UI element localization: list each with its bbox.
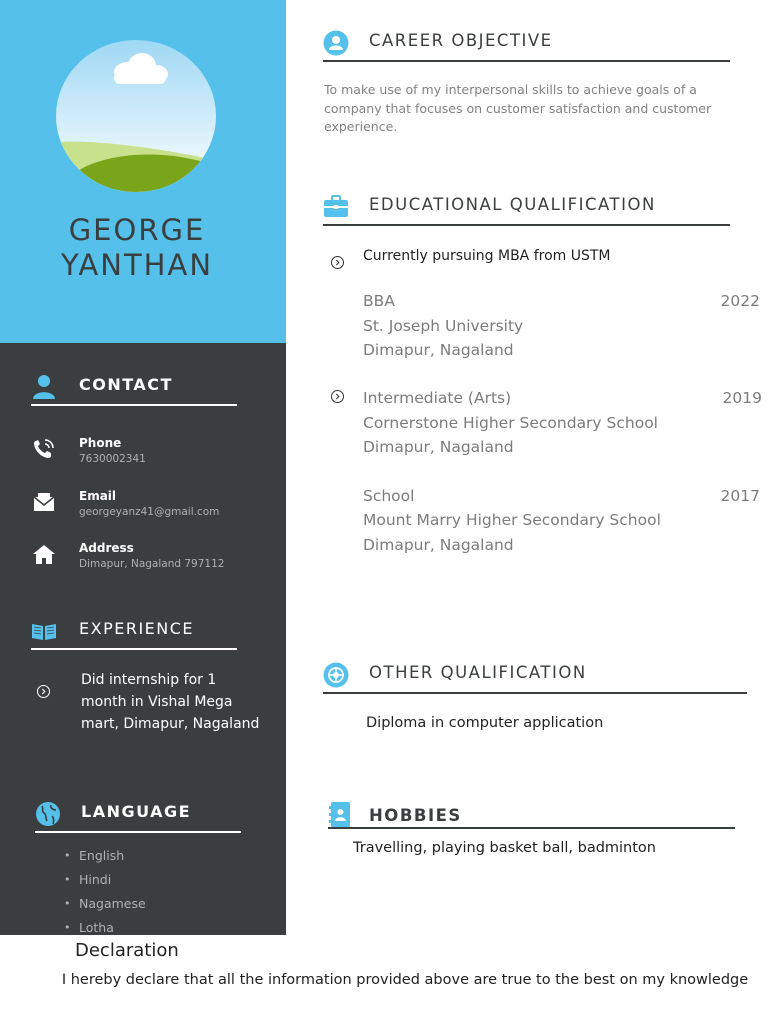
- hobbies-heading-text: HOBBIES: [369, 806, 462, 825]
- education-current: Currently pursuing MBA from USTM: [363, 248, 611, 264]
- language-list: [64, 846, 146, 942]
- book-icon: [31, 618, 57, 644]
- hobbies-text: Travelling, playing basket ball, badminton: [353, 840, 656, 856]
- user-icon: [323, 30, 349, 56]
- circle-chevron-icon: [330, 389, 345, 404]
- email-value[interactable]: georgeyanz41@gmail.com: [79, 506, 220, 518]
- contact-heading: [31, 374, 237, 406]
- education-year: 2022: [720, 292, 760, 310]
- contact-card-icon: [328, 801, 352, 829]
- list-item: • Nagamese: [64, 894, 146, 918]
- phone-icon: [32, 438, 56, 460]
- experience-heading-text: EXPERIENCE: [79, 619, 195, 638]
- email-label: Email: [79, 489, 117, 503]
- declaration-title: Declaration: [75, 940, 179, 961]
- address-value: Dimapur, Nagaland 797112: [79, 558, 225, 570]
- name-first: GEORGE: [68, 213, 206, 247]
- education-degree: Intermediate (Arts): [363, 389, 512, 407]
- declaration-text: I hereby declare that all the information provided above are true to the best on my knowledge: [61, 972, 749, 988]
- user-icon: [31, 374, 57, 400]
- experience-heading: [31, 618, 237, 650]
- experience-text: Did internship for 1 month in Vishal Mega mart, Dimapur, Nagaland: [81, 672, 260, 732]
- briefcase-icon: [323, 194, 349, 220]
- address-label: Address: [79, 541, 134, 555]
- list-item: • Lotha: [64, 918, 146, 942]
- avatar: [56, 40, 216, 192]
- education-year: 2017: [720, 487, 760, 505]
- other-qualification-heading: [323, 662, 747, 694]
- award-icon: [323, 662, 349, 688]
- contact-heading-text: CONTACT: [79, 375, 173, 394]
- education-degree: School: [363, 487, 415, 505]
- education-location: Dimapur, Nagaland: [363, 438, 514, 456]
- education-location: Dimapur, Nagaland: [363, 341, 514, 359]
- education-heading-text: EDUCATIONAL QUALIFICATION: [369, 195, 656, 214]
- circle-chevron-icon: [36, 684, 51, 699]
- education-degree: BBA: [363, 292, 395, 310]
- language-heading: [35, 801, 241, 833]
- education-institution: Cornerstone Higher Secondary School: [363, 414, 658, 432]
- list-item: • Hindi: [64, 870, 146, 894]
- education-heading: [323, 194, 730, 226]
- home-icon: [32, 543, 56, 565]
- education-location: Dimapur, Nagaland: [363, 536, 514, 554]
- name-last: YANTHAN: [60, 248, 214, 282]
- list-item: • English: [64, 846, 146, 870]
- other-qualification-heading-text: OTHER QUALIFICATION: [369, 663, 587, 682]
- education-year: 2019: [722, 389, 762, 407]
- email-icon: [32, 491, 56, 513]
- phone-label: Phone: [79, 436, 122, 450]
- education-institution: St. Joseph University: [363, 317, 524, 335]
- other-qualification-text: Diploma in computer application: [366, 715, 604, 731]
- language-heading-text: LANGUAGE: [81, 802, 192, 821]
- hobbies-heading: [328, 801, 735, 829]
- circle-chevron-icon: [330, 255, 345, 270]
- globe-icon: [35, 801, 61, 827]
- career-objective-heading: [323, 30, 730, 62]
- phone-value[interactable]: 7630002341: [79, 453, 146, 465]
- education-institution: Mount Marry Higher Secondary School: [363, 511, 661, 529]
- career-objective-text: To make use of my interpersonal skills to achieve goals of a company that focuses on customer satisfaction and customer experience.: [324, 82, 712, 134]
- career-objective-heading-text: CAREER OBJECTIVE: [369, 31, 553, 50]
